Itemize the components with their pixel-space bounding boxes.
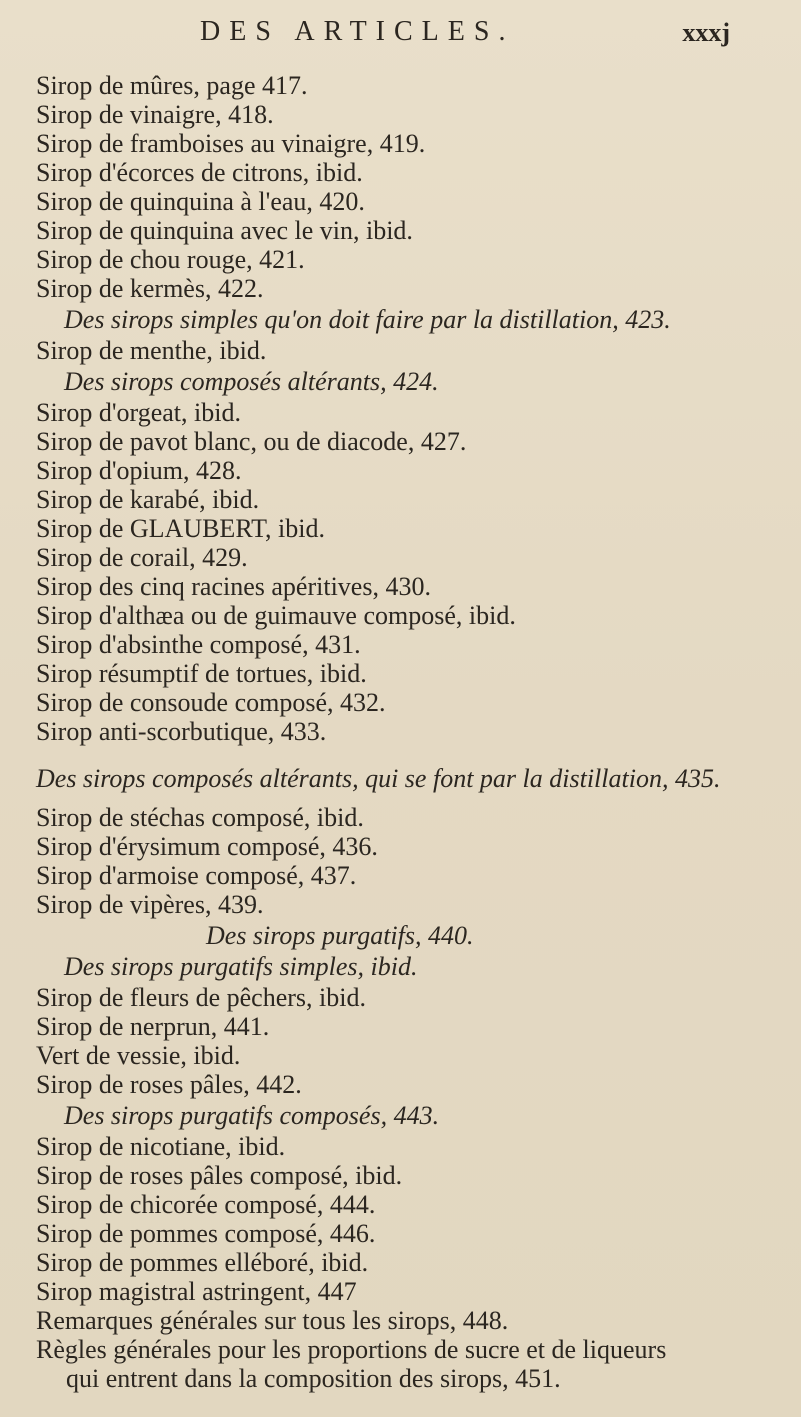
- section-heading: Des sirops purgatifs simples, ibid.: [64, 952, 418, 981]
- contents-entry: Sirop de nicotiane, ibid.: [36, 1132, 286, 1161]
- contents-entry: Sirop de roses pâles composé, ibid.: [36, 1161, 403, 1190]
- running-title: DES ARTICLES.: [200, 16, 515, 47]
- contents-entry: Règles générales pour les proportions de sucre et de liqueurs: [36, 1335, 667, 1364]
- contents-entry: qui entrent dans la composition des sirops, 451.: [66, 1364, 561, 1393]
- table-of-contents: [36, 71, 786, 1393]
- section-heading: Des sirops simples qu'on doit faire par la distillation, 423.: [64, 305, 671, 334]
- contents-entry: Sirop de fleurs de pêchers, ibid.: [36, 983, 366, 1012]
- contents-entry: Sirop d'écorces de citrons, ibid.: [36, 158, 363, 187]
- contents-entry: Sirop d'althæa ou de guimauve composé, ibid.: [36, 601, 516, 630]
- section-heading: Des sirops composés altérants, qui se font par la distillation, 435.: [36, 764, 721, 793]
- contents-entry: Remarques générales sur tous les sirops, 448.: [36, 1306, 509, 1335]
- contents-entry: Sirop de vipères, 439.: [36, 890, 264, 919]
- contents-entry: Sirop de vinaigre, 418.: [36, 100, 274, 129]
- contents-entry: Sirop de stéchas composé, ibid.: [36, 803, 364, 832]
- contents-entry: Sirop de pavot blanc, ou de diacode, 427.: [36, 427, 467, 456]
- contents-entry: Vert de vessie, ibid.: [36, 1041, 241, 1070]
- contents-entry: Sirop de chou rouge, 421.: [36, 245, 305, 274]
- running-header: [200, 16, 760, 56]
- contents-entry: Sirop résumptif de tortues, ibid.: [36, 659, 367, 688]
- contents-entry: Sirop de nerprun, 441.: [36, 1012, 270, 1041]
- section-heading: Des sirops purgatifs composés, 443.: [64, 1101, 440, 1130]
- contents-entry: Sirop de mûres, page 417.: [36, 71, 308, 100]
- section-heading: Des sirops purgatifs, 440.: [206, 921, 474, 950]
- contents-entry: Sirop d'opium, 428.: [36, 456, 242, 485]
- contents-entry: Sirop de menthe, ibid.: [36, 336, 267, 365]
- contents-entry: Sirop de GLAUBERT, ibid.: [36, 514, 325, 543]
- contents-entry: Sirop de corail, 429.: [36, 543, 248, 572]
- contents-entry: Sirop anti-scorbutique, 433.: [36, 717, 327, 746]
- contents-entry: Sirop de kermès, 422.: [36, 274, 264, 303]
- section-heading: Des sirops composés altérants, 424.: [64, 367, 439, 396]
- contents-entry: Sirop de karabé, ibid.: [36, 485, 260, 514]
- contents-entry: Sirop de pommes elléboré, ibid.: [36, 1248, 369, 1277]
- page-number: xxxj: [682, 18, 730, 47]
- contents-entry: Sirop magistral astringent, 447: [36, 1277, 357, 1306]
- contents-entry: Sirop des cinq racines apéritives, 430.: [36, 572, 431, 601]
- contents-entry: Sirop d'érysimum composé, 436.: [36, 832, 378, 861]
- contents-entry: Sirop de quinquina avec le vin, ibid.: [36, 216, 413, 245]
- contents-entry: Sirop de chicorée composé, 444.: [36, 1190, 376, 1219]
- contents-entry: Sirop d'absinthe composé, 431.: [36, 630, 361, 659]
- contents-entry: Sirop de roses pâles, 442.: [36, 1070, 302, 1099]
- contents-entry: Sirop de quinquina à l'eau, 420.: [36, 187, 365, 216]
- contents-entry: Sirop d'armoise composé, 437.: [36, 861, 357, 890]
- contents-entry: Sirop de framboises au vinaigre, 419.: [36, 129, 426, 158]
- contents-entry: Sirop de pommes composé, 446.: [36, 1219, 376, 1248]
- contents-entry: Sirop de consoude composé, 432.: [36, 688, 386, 717]
- contents-entry: Sirop d'orgeat, ibid.: [36, 398, 241, 427]
